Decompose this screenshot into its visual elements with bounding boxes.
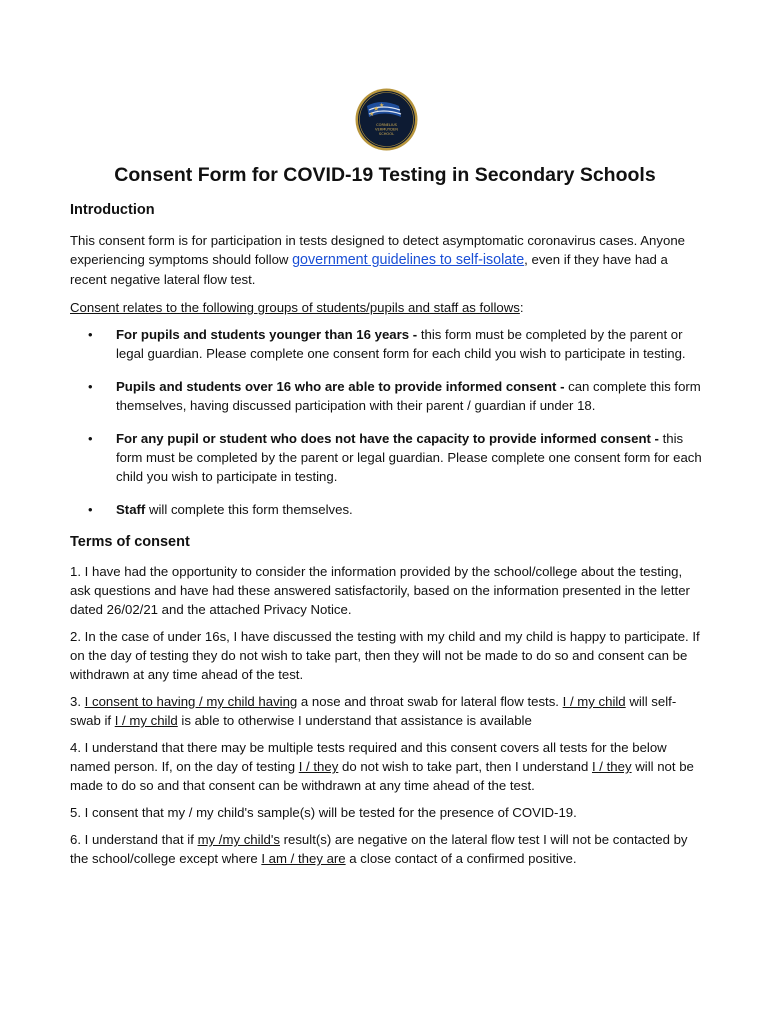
term-1: 1. I have had the opportunity to consider the information provided by the school/college about the testing, ask questions and have had these answered satisfactorily, based on the information presented in the letter dated 26/02/21 and the attached Privacy Notice. bbox=[70, 564, 690, 617]
introduction-heading: Introduction bbox=[70, 202, 155, 218]
svg-text:★: ★ bbox=[379, 102, 385, 109]
term-4: 4. I understand that there may be multiple tests required and this consent covers all tests for the below named person. If, on the day of testing I / they do not wish to take part, then I understand I / they will not be made to do so and that consent can be withdrawn at any time ahead of the test. bbox=[70, 740, 694, 793]
term-5: 5. I consent that my / my child's sample(s) will be tested for the presence of COVID-19. bbox=[70, 805, 577, 820]
list-item: • Pupils and students over 16 who are able to provide informed consent - can complete this form themselves, having discussed participation with their parent / guardian if under 18. bbox=[88, 379, 701, 413]
bullet-icon: • bbox=[88, 431, 93, 446]
term-6: 6. I understand that if my /my child's result(s) are negative on the lateral flow test I will not be contacted by the school/college except where I am / they are a close contact of a confirmed positive. bbox=[70, 832, 688, 866]
self-isolate-guidelines-link[interactable]: government guidelines to self-isolate bbox=[292, 252, 525, 268]
consent-groups-list bbox=[70, 325, 705, 519]
school-crest-icon bbox=[355, 88, 418, 151]
list-item: • Staff will complete this form themselves. bbox=[88, 502, 353, 517]
bullet-icon: • bbox=[88, 327, 93, 342]
form-content bbox=[70, 200, 705, 868]
list-item: • For any pupil or student who does not have the capacity to provide informed consent - this form must be completed by the parent or legal guardian. Please complete one consent form for each child you wish to participate in testing. bbox=[88, 431, 702, 484]
svg-text:SCHOOL: SCHOOL bbox=[378, 132, 395, 136]
terms-heading: Terms of consent bbox=[70, 534, 190, 550]
svg-text:★: ★ bbox=[369, 111, 375, 118]
svg-text:CORNELIUS: CORNELIUS bbox=[376, 123, 397, 127]
svg-text:★: ★ bbox=[373, 105, 380, 113]
school-logo bbox=[355, 88, 418, 151]
svg-text:VERMUYDEN: VERMUYDEN bbox=[375, 127, 398, 132]
page-title: Consent Form for COVID-19 Testing in Secondary Schools bbox=[114, 164, 656, 186]
term-3: 3. I consent to having / my child having a nose and throat swab for lateral flow tests. I / my child will self-swab if I / my child is able to otherwise I understand that assistance is available bbox=[70, 694, 677, 728]
groups-lead-text: Consent relates to the following groups of students/pupils and staff as follows: bbox=[70, 300, 524, 315]
introduction-paragraph: This consent form is for participation in tests designed to detect asymptomatic coronavirus cases. Anyone experiencing symptoms should follow government guidelines to self-isolate, even if they have had a recent negative lateral flow test. bbox=[70, 233, 685, 287]
list-item: • For pupils and students younger than 16 years - this form must be completed by the parent or legal guardian. Please complete one consent form for each child you wish to participate in testing. bbox=[88, 327, 686, 361]
bullet-icon: • bbox=[88, 379, 93, 394]
term-2: 2. In the case of under 16s, I have discussed the testing with my child and my child is happy to participate. If on the day of testing they do not wish to take part, then they will not be made to do so and consent can be withdrawn at any time ahead of the test. bbox=[70, 629, 700, 682]
bullet-icon: • bbox=[88, 502, 93, 517]
